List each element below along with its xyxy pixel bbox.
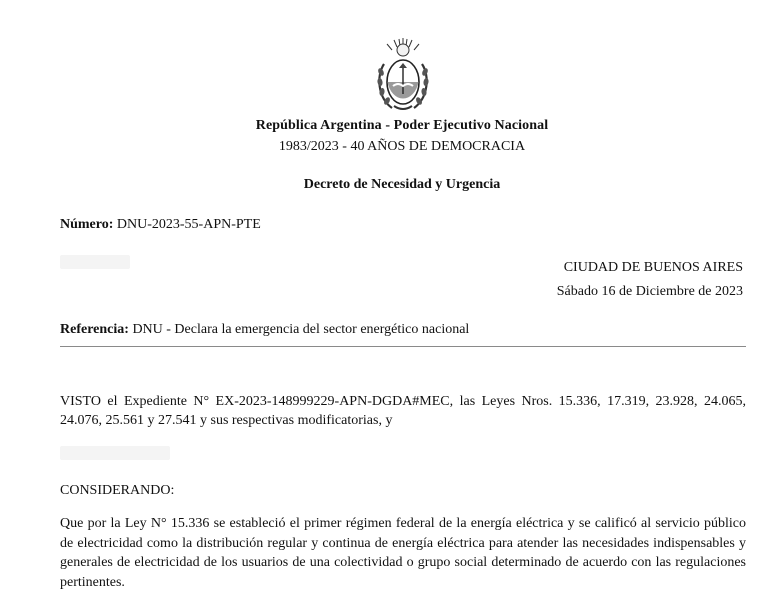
government-heading: República Argentina - Poder Ejecutivo Nacional [255, 118, 549, 133]
considerando-heading: CONSIDERANDO: [60, 483, 175, 498]
argentine-coat-of-arms-icon [372, 36, 434, 116]
faint-scan-mark [60, 255, 130, 269]
number-value: DNU-2023-55-APN-PTE [116, 217, 261, 232]
document-number-row [60, 217, 261, 233]
reference-label: Referencia: [60, 322, 129, 337]
anniversary-subheading: 1983/2023 - 40 AÑOS DE DEMOCRACIA [278, 139, 526, 154]
header-divider [60, 346, 746, 347]
visto-paragraph: VISTO el Expediente N° EX-2023-148999229-APN-DGDA#MEC, las Leyes Nros. 15.336, 17.319, 23.928, 24.065, 24.076, 25.561 y 27.541 y sus respectivas modificatorias, y [60, 394, 746, 428]
considerando-paragraph: Que por la Ley N° 15.336 se estableció el primer régimen federal de la energía eléctrica y se calificó al servicio público de electricidad como la distribución regular y continua de energía eléctrica para atender las necesidades indispensables y generales de electricidad de los usuarios de una colectividad o grupo social determinado de acuerdo con las regulaciones pertinentes. [60, 516, 746, 590]
reference-value: DNU - Declara la emergencia del sector energético nacional [132, 322, 470, 337]
number-label: Número: [60, 217, 114, 232]
city-label: CIUDAD DE BUENOS AIRES [563, 260, 743, 275]
faint-scan-mark [60, 446, 170, 460]
reference-row [60, 322, 469, 338]
document-type-title: Decreto de Necesidad y Urgencia [303, 177, 501, 192]
date-label: Sábado 16 de Diciembre de 2023 [556, 284, 743, 299]
